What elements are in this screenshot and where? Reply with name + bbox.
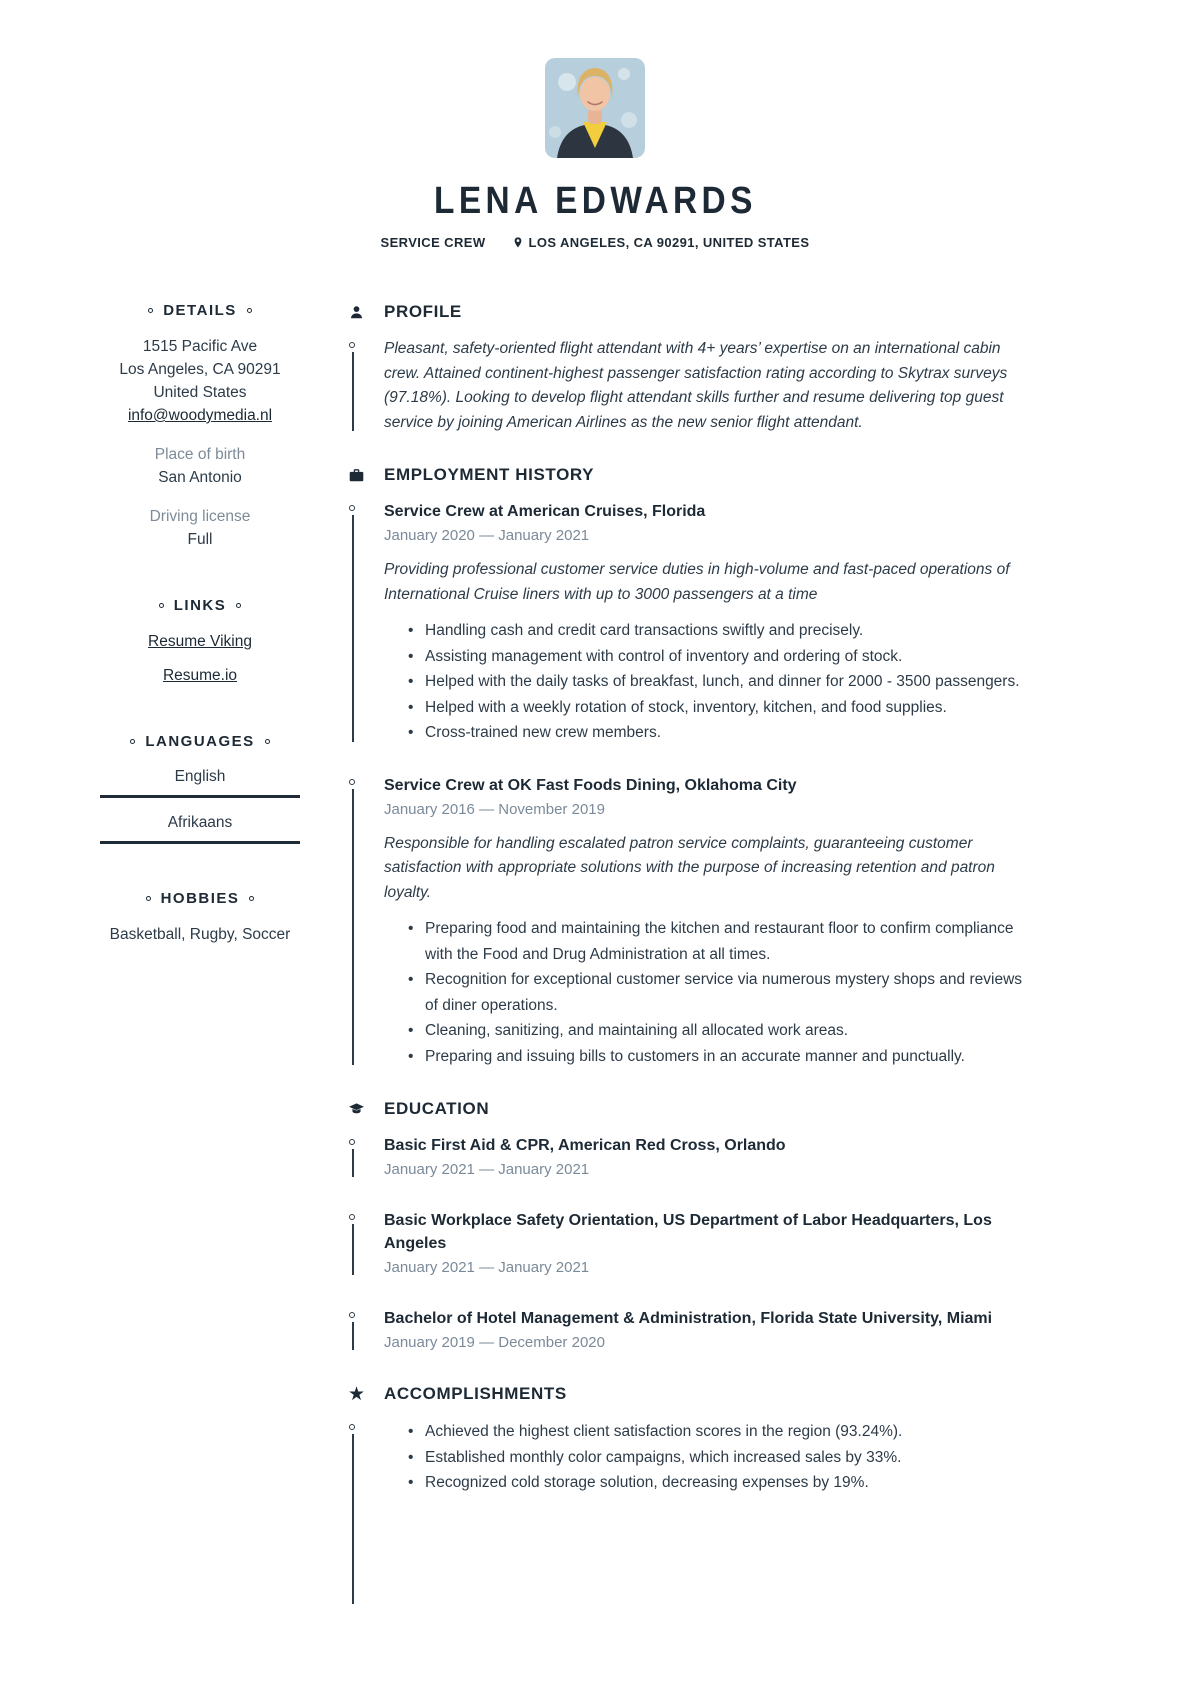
accomplishments-section-title: ACCOMPLISHMENTS — [384, 1384, 567, 1403]
employment-section-title: EMPLOYMENT HISTORY — [384, 465, 595, 484]
education-dates: January 2019 — December 2020 — [384, 1334, 605, 1351]
timeline-ring-icon — [349, 779, 355, 785]
bullet-item: • Recognition for exceptional customer service via numerous mystery shops and reviews of diner operations. — [408, 967, 1035, 1018]
map-pin-icon — [512, 235, 524, 250]
education-entry — [348, 1209, 1035, 1279]
candidate-name: LENA EDWARDS — [433, 180, 757, 222]
address-line-1: 1515 Pacific Ave — [142, 338, 258, 355]
sidebar-section-languages — [100, 733, 300, 844]
resume-body — [0, 250, 1190, 1638]
bullet-item: • Established monthly color campaigns, which increased sales by 33%. — [408, 1445, 1035, 1471]
job-dates: January 2016 — November 2019 — [384, 800, 605, 818]
sidebar-section-links — [100, 597, 300, 687]
candidate-job-title: SERVICE CREW — [380, 235, 486, 250]
link-resume-viking[interactable]: Resume Viking — [148, 633, 252, 650]
briefcase-icon — [348, 467, 384, 484]
education-title: Bachelor of Hotel Management & Administration, Florida State University, Miami — [384, 1310, 993, 1327]
job-bullet-list — [408, 618, 1035, 746]
resume-header — [0, 0, 1190, 250]
bullet-item: • Assisting management with control of inventory and ordering of stock. — [408, 644, 1035, 670]
timeline-ring-icon — [349, 1424, 355, 1430]
ring-dot-icon — [148, 308, 153, 313]
timeline-marker — [348, 1209, 384, 1279]
education-dates: January 2021 — January 2021 — [384, 1161, 590, 1178]
timeline-line — [352, 1434, 354, 1604]
driving-license-value: Full — [187, 531, 213, 548]
timeline-marker — [348, 1134, 384, 1181]
header-subtitle — [381, 235, 810, 250]
job-summary: Responsible for handling escalated patron service complaints, guaranteeing customer satisfaction with appropriate solutions with the purpose of increasing retention and patron loyalty. — [384, 834, 995, 901]
ring-dot-icon — [236, 603, 241, 608]
candidate-location: LOS ANGELES, CA 90291, UNITED STATES — [528, 235, 810, 250]
timeline-ring-icon — [349, 1312, 355, 1318]
address-line-3: United States — [153, 384, 247, 401]
timeline-marker — [348, 1419, 384, 1608]
bullet-item: • Helped with the daily tasks of breakfast, lunch, and dinner for 2000 - 3500 passengers. — [408, 669, 1035, 695]
ring-dot-icon — [249, 896, 254, 901]
hobbies-heading — [100, 890, 300, 907]
sidebar-section-details — [100, 302, 300, 551]
section-profile — [348, 302, 1035, 435]
profile-section-title: PROFILE — [384, 302, 462, 321]
links-heading-label: LINKS — [173, 597, 227, 614]
timeline-marker — [348, 500, 384, 746]
details-heading-label: DETAILS — [163, 302, 237, 319]
profile-photo — [545, 58, 645, 158]
star-icon: ★ — [348, 1383, 366, 1405]
profile-summary: Pleasant, safety-oriented flight attendant with 4+ years’ expertise on an international cabin crew. Attained continent-highest passenger satisfaction rating according to Skytrax surveys (97.18%). Looking to develop flight attendant skills further and resume delivering top guest service by joining American Airlines as the new senior flight attendant. — [384, 340, 1008, 431]
language-name: Afrikaans — [167, 814, 233, 831]
graduation-cap-icon — [348, 1101, 384, 1118]
profile-photo-illustration — [545, 58, 645, 158]
languages-heading — [100, 733, 300, 750]
accomplishments-entry — [348, 1419, 1035, 1608]
hobbies-heading-label: HOBBIES — [160, 890, 240, 907]
job-entry — [348, 500, 1035, 746]
timeline-line — [352, 1224, 354, 1275]
person-icon — [348, 304, 384, 321]
job-title: Service Crew at American Cruises, Florida — [384, 503, 706, 520]
ring-dot-icon — [247, 308, 252, 313]
section-education — [348, 1099, 1035, 1354]
job-dates: January 2020 — January 2021 — [384, 527, 590, 544]
bullet-item: • Cross-trained new crew members. — [408, 720, 1035, 746]
ring-dot-icon — [265, 739, 270, 744]
details-heading — [100, 302, 300, 319]
timeline-marker — [348, 1307, 384, 1354]
bullet-item: • Handling cash and credit card transactions swiftly and precisely. — [408, 618, 1035, 644]
accomplishments-section-head — [348, 1384, 1035, 1404]
language-item — [100, 812, 300, 844]
timeline-marker — [348, 337, 384, 435]
place-of-birth-value: San Antonio — [158, 469, 242, 486]
education-section-head — [348, 1099, 1035, 1119]
hobbies-text: Basketball, Rugby, Soccer — [109, 926, 291, 943]
timeline-line — [352, 1322, 354, 1350]
bullet-item: • Preparing and issuing bills to customers in an accurate manner and punctually. — [408, 1044, 1035, 1070]
timeline-ring-icon — [349, 342, 355, 348]
profile-entry — [348, 337, 1035, 435]
language-proficiency-bar — [100, 795, 300, 798]
timeline-ring-icon — [349, 1139, 355, 1145]
timeline-line — [352, 1149, 354, 1177]
job-bullet-list — [408, 916, 1035, 1069]
language-proficiency-bar — [100, 841, 300, 844]
address-line-2: Los Angeles, CA 90291 — [119, 361, 281, 378]
employment-section-head — [348, 465, 1035, 485]
education-title: Basic Workplace Safety Orientation, US Department of Labor Headquarters, Los Angeles — [384, 1212, 992, 1252]
bullet-item: • Recognized cold storage solution, decreasing expenses by 19%. — [408, 1470, 1035, 1496]
education-section-title: EDUCATION — [384, 1099, 490, 1118]
profile-section-head — [348, 302, 1035, 322]
job-summary: Providing professional customer service duties in high-volume and fast-paced operations of International Cruise liners with up to 3000 passengers at a time — [384, 561, 1010, 603]
timeline-line — [352, 789, 354, 1066]
bullet-item: • Helped with a weekly rotation of stock, inventory, kitchen, and food supplies. — [408, 695, 1035, 721]
languages-heading-label: LANGUAGES — [145, 733, 255, 750]
ring-dot-icon — [159, 603, 164, 608]
language-name: English — [174, 768, 226, 785]
education-entry — [348, 1307, 1035, 1354]
sidebar — [100, 302, 300, 1638]
job-title: Service Crew at OK Fast Foods Dining, Oklahoma City — [384, 776, 797, 794]
place-of-birth-label: Place of birth — [154, 446, 246, 463]
timeline-marker — [348, 774, 384, 1070]
ring-dot-icon — [130, 739, 135, 744]
bullet-item: • Preparing food and maintaining the kitchen and restaurant floor to confirm compliance with the Food and Drug Administration at all times. — [408, 916, 1035, 967]
education-entry — [348, 1134, 1035, 1181]
accomplishments-bullet-list — [408, 1419, 1035, 1496]
job-entry — [348, 774, 1035, 1070]
section-employment — [348, 465, 1035, 1069]
candidate-location-group — [512, 235, 810, 250]
timeline-line — [352, 515, 354, 742]
links-heading — [100, 597, 300, 614]
link-resume-io[interactable]: Resume.io — [162, 667, 238, 684]
sidebar-section-hobbies — [100, 890, 300, 946]
timeline-line — [352, 352, 354, 431]
timeline-ring-icon — [349, 505, 355, 511]
section-accomplishments — [348, 1384, 1035, 1608]
main-content — [348, 302, 1035, 1638]
education-title: Basic First Aid & CPR, American Red Cross, Orlando — [384, 1137, 786, 1154]
bullet-item: • Cleaning, sanitizing, and maintaining all allocated work areas. — [408, 1018, 1035, 1044]
language-item — [100, 766, 300, 798]
ring-dot-icon — [146, 896, 151, 901]
education-dates: January 2021 — January 2021 — [384, 1259, 590, 1276]
email-link[interactable]: info@woodymedia.nl — [127, 407, 273, 424]
bullet-item: • Achieved the highest client satisfaction scores in the region (93.24%). — [408, 1419, 1035, 1445]
timeline-ring-icon — [349, 1214, 355, 1220]
driving-license-label: Driving license — [149, 508, 251, 525]
